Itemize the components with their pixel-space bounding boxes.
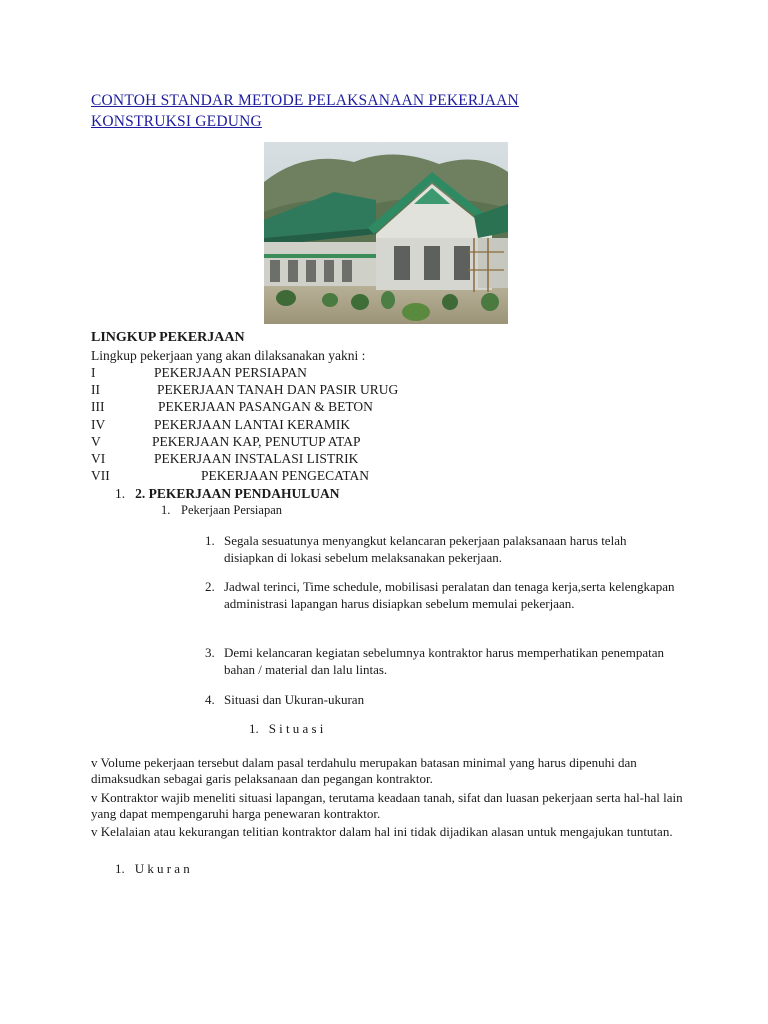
scope-item-num: V — [91, 433, 101, 449]
paragraph: v Kontraktor wajib meneliti situasi lapangan, terutama keadaan tanah, sifat dan luasan pekerjaan serta hal-hal lain yang dapat mempengaruhi harga penewaran kontraktor. — [91, 790, 683, 821]
list-item-num: 1. — [205, 533, 215, 548]
situasi-heading — [249, 720, 327, 737]
paragraph: v Volume pekerjaan tersebut dalam pasal terdahulu merupakan batasan minimal yang harus dipenuhi dan dimaksudkan sebagai garis pelaksanaan dan pegangan kontraktor. — [91, 755, 637, 786]
situasi-num: 1. — [249, 721, 259, 736]
scope-item-num: I — [91, 365, 96, 380]
list-item-num: 4. — [205, 692, 215, 707]
scope-item-num: VII — [91, 468, 110, 484]
scope-heading: LINGKUP PEKERJAAN — [91, 330, 245, 345]
scope-item — [91, 467, 491, 484]
ukuran-num: 1. — [115, 861, 125, 876]
list-item-num: 3. — [205, 645, 215, 660]
subsection-heading — [161, 502, 282, 519]
scope-item-text: PEKERJAAN INSTALASI LISTRIK — [154, 450, 359, 466]
scope-item — [91, 416, 491, 433]
scope-intro: Lingkup pekerjaan yang akan dilaksanakan yakni : — [91, 348, 366, 363]
list-item — [205, 691, 675, 708]
scope-item-text: PEKERJAAN PERSIAPAN — [154, 365, 307, 380]
scope-item-text: PEKERJAAN LANTAI KERAMIK — [154, 416, 351, 432]
subsection-text: Pekerjaan Persiapan — [181, 503, 283, 517]
scope-item-text: PEKERJAAN PENGECATAN — [201, 468, 370, 484]
list-item-text: Jadwal terinci, Time schedule, mobilisasi peralatan dan tenaga kerja,serta kelengkapan administrasi lapangan harus disiapkan sebelum memulai pekerjaan. — [224, 579, 675, 611]
section-heading-num: 1. — [115, 486, 126, 501]
scope-item-text: PEKERJAAN PASANGAN & BETON — [158, 399, 373, 415]
scope-item-num: IV — [91, 416, 106, 432]
scope-item — [91, 398, 491, 415]
situasi-text: Situasi — [268, 721, 327, 736]
scope-item — [91, 450, 491, 467]
list-item-text: Demi kelancaran kegiatan sebelumnya kontraktor harus memperhatikan penempatan bahan / material dan lalu lintas. — [224, 645, 665, 677]
scope-item-num: III — [91, 399, 105, 415]
section-heading-text: 2. PEKERJAAN PENDAHULUAN — [135, 486, 340, 501]
scope-item-num: VI — [91, 450, 106, 466]
list-item — [205, 532, 675, 566]
section-heading — [115, 485, 340, 502]
scope-item — [91, 364, 491, 381]
list-item — [205, 578, 675, 612]
ukuran-heading — [115, 860, 193, 877]
scope-item — [91, 433, 491, 450]
building-photo — [264, 142, 508, 324]
paragraph: v Kelalaian atau kekurangan telitian kontraktor dalam hal ini tidak dijadikan alasan untuk mengajukan tuntutan. — [91, 824, 673, 839]
scope-item — [91, 381, 491, 398]
list-item-num: 2. — [205, 579, 215, 594]
list-item-text: Situasi dan Ukuran-ukuran — [224, 692, 365, 707]
scope-item-text: PEKERJAAN TANAH DAN PASIR URUG — [157, 382, 399, 398]
scope-item-num: II — [91, 382, 100, 398]
subsection-num: 1. — [161, 503, 171, 517]
scope-list — [91, 364, 491, 484]
document-title[interactable]: CONTOH STANDAR METODE PELAKSANAAN PEKERJAAN KONSTRUKSI GEDUNG — [91, 92, 519, 130]
list-item — [205, 644, 675, 678]
ukuran-text: Ukuran — [134, 861, 193, 876]
list-item-text: Segala sesuatunya menyangkut kelancaran pekerjaan palaksanaan harus telah disiapkan di lokasi sebelum melaksanakan pekerjaan. — [224, 533, 627, 565]
scope-item-text: PEKERJAAN KAP, PENUTUP ATAP — [152, 433, 361, 449]
